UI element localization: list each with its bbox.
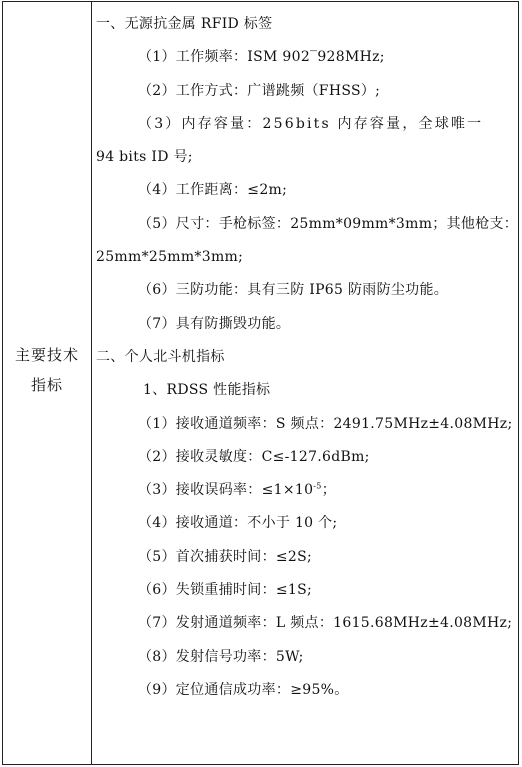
row-header-line-1: 主要技术 [14, 346, 79, 364]
spec-line: （2）接收灵敏度：C≤-127.6dBm; [138, 448, 370, 465]
spec-line: （4）接收通道：不小于 10 个; [138, 515, 338, 532]
row-header-cell [3, 340, 91, 400]
spec-line: （5）首次捕获时间：≤2S; [138, 548, 313, 565]
spec-line: （1）接收通道频率：S 频点：2491.75MHz±4.08MHz; [138, 415, 513, 432]
spec-line: （8）发射信号功率：5W; [138, 648, 304, 665]
exponent: -5 [313, 481, 322, 491]
spec-line: （3）内存容量：256bits 内存容量，全球唯一 [138, 115, 484, 132]
spec-line: （6）失锁重捕时间：≤1S; [138, 582, 313, 599]
column-divider [91, 1, 92, 765]
spec-content-cell [96, 14, 519, 713]
spec-text: （3）接收误码率：≤1×10 [138, 482, 314, 499]
spec-line: （7）具有防撕毁功能。 [138, 315, 291, 332]
section-heading-beidou: 二、个人北斗机指标 [96, 348, 225, 365]
spec-line-continuation: 25mm*25mm*3mm; [96, 249, 244, 266]
section-heading-rfid: 一、无源抗金属 RFID 标签 [96, 16, 273, 32]
row-header-line-2: 指标 [30, 376, 63, 394]
spec-line-continuation: 94 bits ID 号; [96, 149, 193, 166]
spec-line: （2）工作方式：广谱跳频（FHSS）; [138, 82, 381, 99]
spec-line: （1）工作频率：ISM 902‾928MHz; [138, 49, 385, 66]
subsection-heading-rdss: 1、RDSS 性能指标 [143, 382, 271, 399]
spec-line: （5）尺寸：手枪标签：25mm*09mm*3mm；其他枪支： [138, 215, 519, 232]
spec-line: （6）三防功能：具有三防 IP65 防雨防尘功能。 [138, 282, 449, 299]
spec-line: （7）发射通道频率：L 频点：1615.68MHz±4.08MHz; [138, 615, 513, 632]
spec-line-ber [96, 480, 516, 500]
spec-text: ； [321, 482, 337, 499]
spec-line: （4）工作距离：≤2m; [138, 182, 288, 199]
spec-line: （9）定位通信成功率：≥95%。 [138, 681, 349, 698]
